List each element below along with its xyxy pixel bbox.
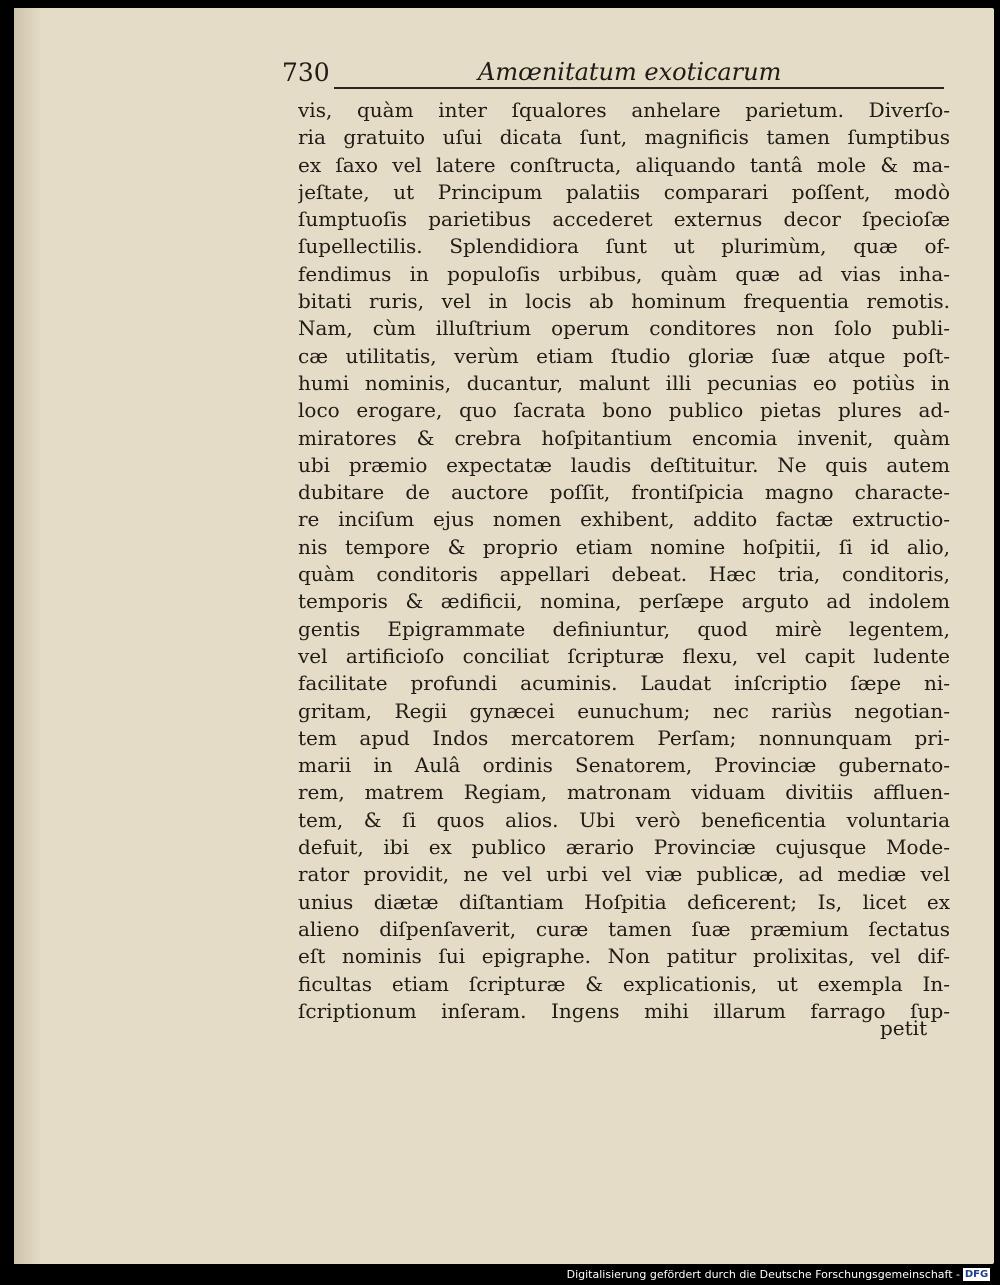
text-line: alieno diſpenſaverit, curæ tamen ſuæ præmium ſectatus <box>298 916 950 941</box>
text-line: vel artificioſo conciliat ſcripturæ flexu, vel capit ludente <box>298 643 950 668</box>
text-line: tem apud Indos mercatorem Perſam; nonnunquam pri- <box>298 725 950 750</box>
text-line: fendimus in populoſis urbibus, quàm quæ ad vias inha- <box>298 261 950 286</box>
text-line: re inciſum ejus nomen exhibent, addito factæ extructio- <box>298 507 950 532</box>
text-line: gentis Epigrammate definiuntur, quod mirè legentem, <box>298 616 950 641</box>
text-line: gritam, Regii gynæcei eunuchum; nec rariùs negotian- <box>298 698 950 723</box>
page-number: 730 <box>282 58 330 87</box>
text-line: quàm conditoris appellari debeat. Hæc tria, conditoris, <box>298 562 950 587</box>
text-line: loco erogare, quo ſacrata bono publico pietas plures ad- <box>298 398 950 423</box>
body-text <box>298 97 950 1025</box>
text-line: defuit, ibi ex publico ærario Provinciæ cujusque Mode- <box>298 835 950 860</box>
catchword: petit <box>880 1016 928 1040</box>
text-line: miratores & crebra hoſpitantium encomia invenit, quàm <box>298 425 950 450</box>
text-line: dubitare de auctore poſſit, frontiſpicia magno characte- <box>298 480 950 505</box>
funding-notice: Digitalisierung gefördert durch die Deutsche Forschungsgemeinschaft - <box>566 1268 960 1281</box>
text-line: ubi præmio expectatæ laudis deſtituitur. Ne quis autem <box>298 452 950 477</box>
text-line: jeſtate, ut Principum palatiis comparari poſſent, modò <box>298 179 950 204</box>
digitization-footer <box>566 1267 992 1283</box>
page-header <box>278 54 944 88</box>
text-line: humi nominis, ducantur, malunt illi pecunias eo potiùs in <box>298 370 950 395</box>
header-rule <box>334 87 944 89</box>
text-line: rem, matrem Regiam, matronam viduam divitiis affluen- <box>298 780 950 805</box>
text-line: ſcriptionum inſeram. Ingens mihi illarum farrago ſup- <box>298 998 950 1023</box>
text-line: cæ utilitatis, verùm etiam ſtudio gloriæ ſuæ atque poſt- <box>298 343 950 368</box>
text-line: facilitate profundi acuminis. Laudat inſcriptio ſæpe ni- <box>298 671 950 696</box>
text-line: bitati ruris, vel in locis ab hominum frequentia remotis. <box>298 289 950 314</box>
text-line: ſupellectilis. Splendidiora ſunt ut plurimùm, quæ of- <box>298 234 950 259</box>
text-line: ex ſaxo vel latere conſtructa, aliquando tantâ mole & ma- <box>298 152 950 177</box>
text-line: temporis & ædificii, nomina, perſæpe arguto ad indolem <box>298 589 950 614</box>
page-gutter-shadow <box>14 8 42 1264</box>
running-title: Amœnitatum exoticarum <box>478 58 782 86</box>
text-line: marii in Aulâ ordinis Senatorem, Provinciæ gubernato- <box>298 753 950 778</box>
text-line: tem, & ſi quos alios. Ubi verò beneficentia voluntaria <box>298 807 950 832</box>
text-line: nis tempore & proprio etiam nomine hoſpitii, ſi id alio, <box>298 534 950 559</box>
dfg-logo-icon: DFG <box>964 1269 989 1280</box>
text-line: ficultas etiam ſcripturæ & explicationis, ut exempla In- <box>298 971 950 996</box>
text-line: rator providit, ne vel urbi vel viæ publicæ, ad mediæ vel <box>298 862 950 887</box>
text-line: ria gratuito uſui dicata ſunt, magnificis tamen ſumptibus <box>298 125 950 150</box>
text-line: vis, quàm inter ſqualores anhelare parietum. Diverſo- <box>298 98 950 122</box>
text-line: eſt nominis ſui epigraphe. Non patitur prolixitas, vel dif- <box>298 944 950 969</box>
text-line: unius diætæ diſtantiam Hoſpitia deficerent; Is, licet ex <box>298 889 950 914</box>
text-line: ſumptuoſis parietibus accederet externus decor ſpecioſæ <box>298 207 950 232</box>
text-line: Nam, cùm illuſtrium operum conditores non ſolo publi- <box>298 316 950 341</box>
